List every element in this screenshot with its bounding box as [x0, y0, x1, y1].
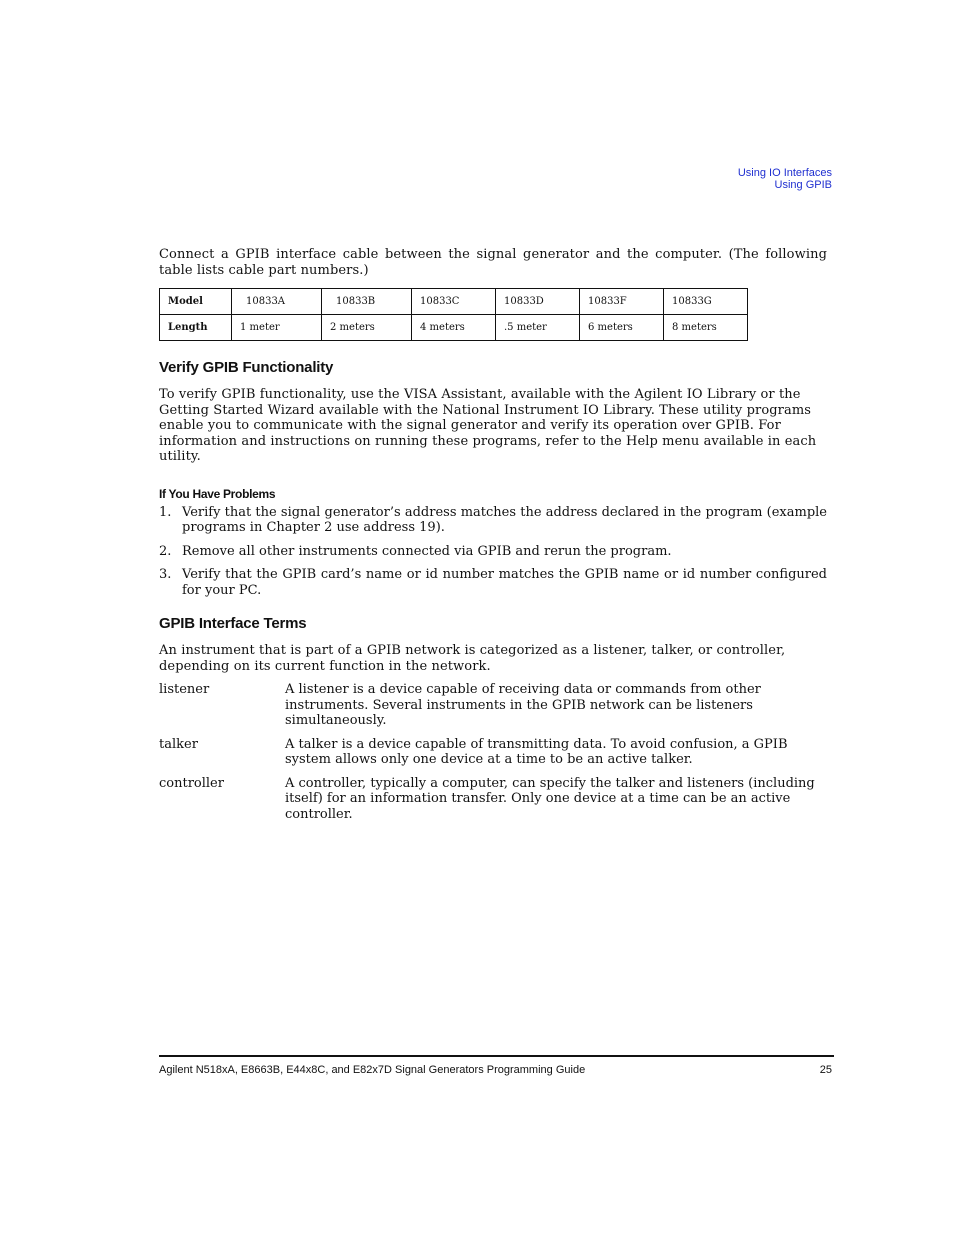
cable-table [159, 288, 748, 341]
table-cell: 6 meters [580, 315, 664, 341]
definition-row [159, 682, 827, 729]
terms-paragraph: An instrument that is part of a GPIB network is categorized as a listener, talker, or controller, depending on its current function in the network. [159, 643, 786, 674]
table-row-length [160, 315, 748, 341]
list-number: 3. [159, 567, 172, 582]
table-cell: 10833G [664, 289, 748, 315]
definition-term: listener [159, 682, 210, 697]
page-content [159, 247, 827, 830]
table-cell: 10833A [232, 289, 322, 315]
list-item [159, 544, 827, 560]
table-cell: 10833B [322, 289, 412, 315]
table-row-label: Length [160, 315, 232, 341]
definition-description: A talker is a device capable of transmitting data. To avoid confusion, a GPIB system allows only one device at a time to be an active talker. [285, 736, 788, 767]
page-number: 25 [819, 1064, 832, 1076]
page-footer [159, 1064, 832, 1076]
footer-title: Agilent N518xA, E8663B, E44x8C, and E82x7D Signal Generators Programming Guide [159, 1064, 586, 1076]
table-cell: 10833D [496, 289, 580, 315]
table-row-model [160, 289, 748, 315]
list-number: 2. [159, 543, 172, 559]
footer-divider [159, 1055, 834, 1057]
definition-row [159, 776, 827, 823]
terms-heading: GPIB Interface Terms [159, 615, 307, 632]
list-text: Remove all other instruments connected via GPIB and rerun the program. [182, 543, 672, 559]
problems-heading: If You Have Problems [159, 486, 276, 501]
definition-term: talker [159, 736, 198, 752]
definition-description: A listener is a device capable of receiving data or commands from other instruments. Several instruments in the GPIB network can be listeners simultaneously. [285, 682, 761, 728]
list-text: Verify that the signal generator’s address matches the address declared in the program (example programs in Chapter 2 use address 19). [182, 504, 827, 535]
terms-definition-list [159, 682, 827, 822]
verify-heading: Verify GPIB Functionality [159, 359, 334, 376]
table-cell: 10833F [580, 289, 664, 315]
verify-paragraph: To verify GPIB functionality, use the VISA Assistant, available with the Agilent IO Library or the Getting Started Wizard available with the National Instrument IO Library. These utility programs enable you to communicate with the signal generator and verify its operation over GPIB. For information and instructions on running these programs, refer to the Help menu available in each utility. [159, 387, 817, 464]
list-item [159, 567, 827, 598]
table-cell: .5 meter [496, 315, 580, 341]
table-cell: 2 meters [322, 315, 412, 341]
table-cell: 8 meters [664, 315, 748, 341]
table-cell: 10833C [412, 289, 496, 315]
list-number: 1. [159, 504, 172, 520]
header-chapter-link[interactable]: Using IO Interfaces [737, 167, 832, 179]
intro-paragraph: Connect a GPIB interface cable between the signal generator and the computer. (The following table lists cable part numbers.) [159, 247, 827, 278]
definition-term: controller [159, 775, 224, 791]
definition-description: A controller, typically a computer, can specify the talker and listeners (including itself) for an information transfer. Only one device at a time can be an active controller. [285, 775, 815, 822]
table-row-label: Model [160, 289, 232, 315]
header-section-link[interactable]: Using GPIB [774, 179, 832, 191]
table-cell: 1 meter [232, 315, 322, 341]
list-item [159, 505, 827, 536]
problems-list [159, 505, 827, 599]
list-text: Verify that the GPIB card’s name or id number matches the GPIB name or id number configured for your PC. [182, 567, 827, 598]
definition-row [159, 737, 827, 768]
running-header [738, 167, 832, 191]
table-cell: 4 meters [412, 315, 496, 341]
